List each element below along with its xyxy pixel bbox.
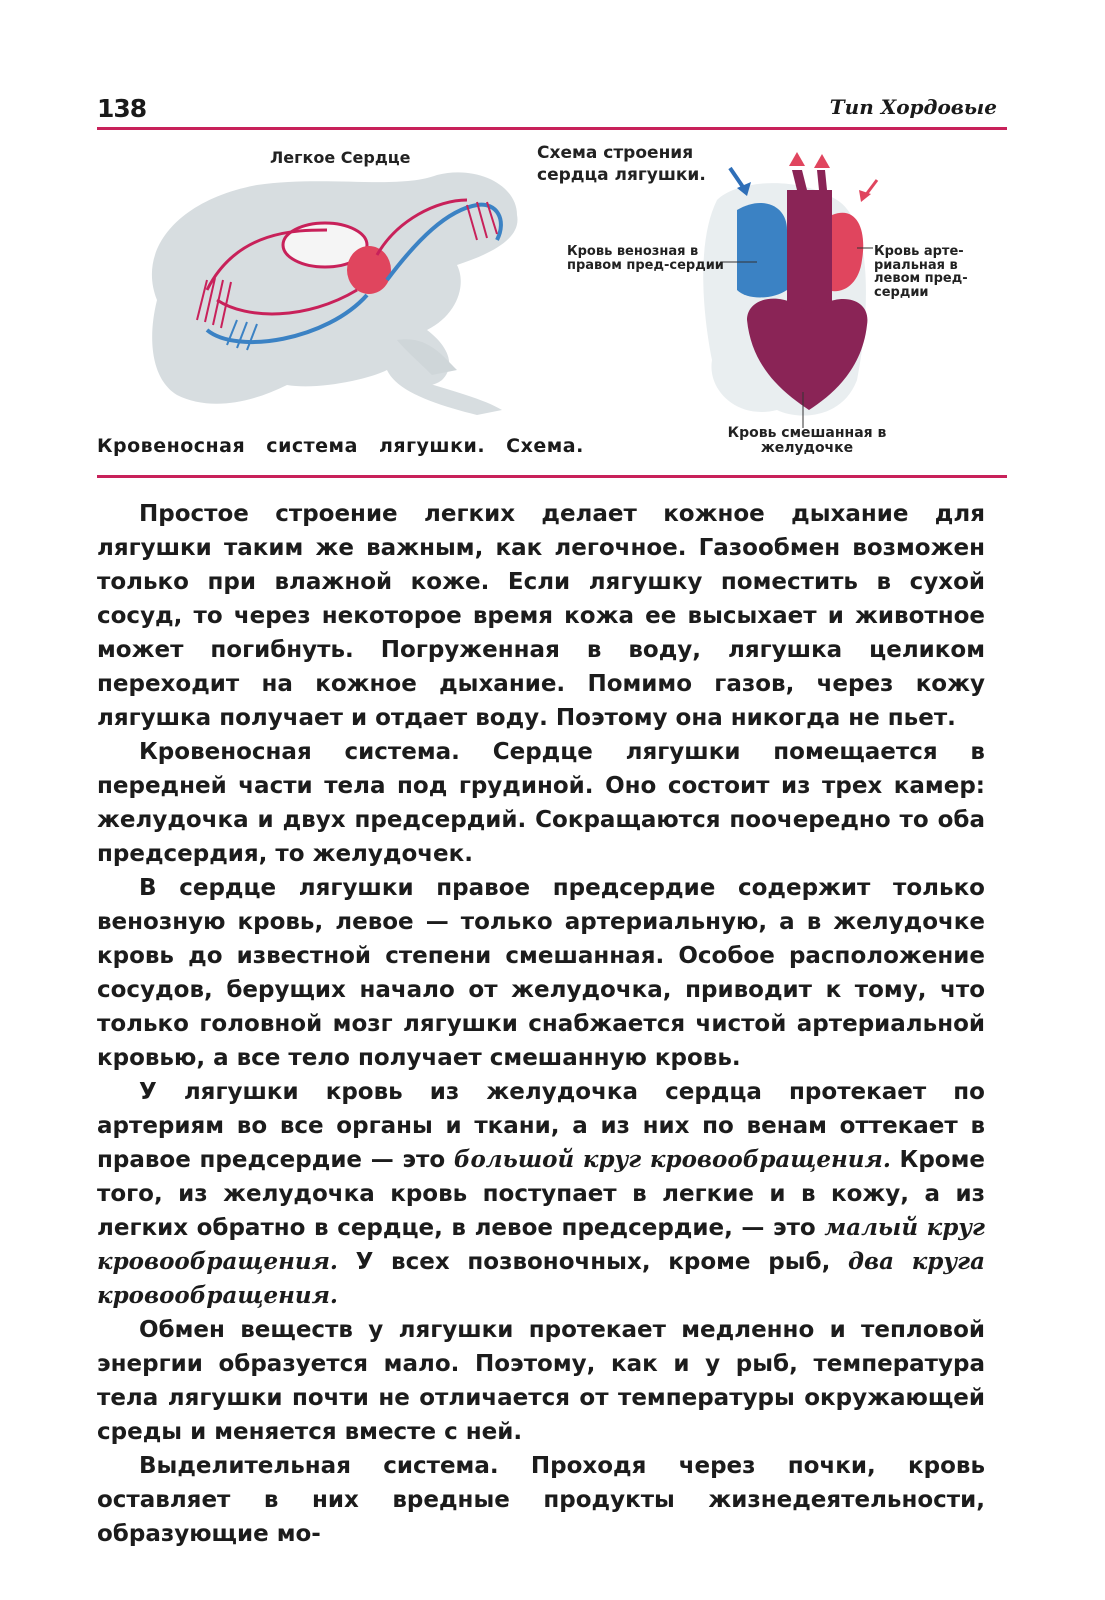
venous-blood-label: Кровь венозная в правом пред-сердии: [567, 244, 724, 273]
term-systemic-circulation: большой круг кровообращения.: [453, 1146, 891, 1173]
heart-title-line1: Схема строения: [537, 143, 694, 163]
running-title: Тип Хордовые: [829, 95, 997, 119]
frog-organ-labels: Легкое Сердце: [270, 148, 411, 167]
paragraph-3: В сердце лягушки правое предсердие содержит только венозную кровь, левое — только артериальную, а в желудочке кровь до известной степени смешанная. Особое расположение сосудов, берущих начало от желудочка, приводит к тому, что только головной мозг лягушки снабжается чистой артериальной кровью, а все тело получает смешанную кровь.: [97, 875, 985, 1071]
paragraph-4-part-c: У всех позвоночных, кроме рыб,: [337, 1249, 849, 1275]
paragraph-6-text: Проходя через почки, кровь оставляет в них вредные продукты жизнедеятельности, образующие мо-: [97, 1453, 985, 1547]
heart-diagram: [703, 152, 877, 428]
paragraph-2: [97, 735, 985, 871]
mixed-blood-label: Кровь смешанная в желудочке: [727, 425, 887, 456]
paragraph-6: [97, 1449, 985, 1551]
paragraph-2-text: Сердце лягушки помещается в передней части тела под грудиной. Оно состоит из трех камер: желудочка и двух предсердий. Сокращаются поочередно то оба предсердия, то желудочек.: [97, 739, 985, 867]
bottom-rule: [97, 475, 1007, 478]
term-two-circulations: два круга кровообращения.: [97, 1248, 985, 1309]
arterial-blood-label: Кровь арте-риальная в левом пред-сердии: [874, 244, 968, 300]
paragraph-4-part-b: Кроме того, из желудочка кровь поступает в легкие и в кожу, а из легких обратно в сердце, в левое предсердие, — это: [97, 1147, 985, 1241]
section-heading-excretion: Выделительная система.: [139, 1453, 499, 1479]
paragraph-5: Обмен веществ у лягушки протекает медленно и тепловой энергии образуется мало. Поэтому, как и у рыб, температура тела лягушки почти не отличается от температуры окружающей среды и меняется вместе с ней.: [97, 1317, 985, 1445]
frog-figure-caption: Кровеносная система лягушки. Схема.: [97, 435, 584, 457]
term-pulmonary-circulation: малый круг кровообращения.: [97, 1214, 985, 1275]
paragraph-4-part-a: У лягушки кровь из желудочка сердца протекает по артериям во все органы и ткани, а из них по венам оттекает в правое предсердие — это: [97, 1079, 985, 1173]
figure-area: [97, 130, 1007, 473]
body-text: [97, 497, 985, 1551]
heart-diagram-title: [537, 142, 706, 186]
frog-diagram: [152, 172, 518, 415]
section-heading-circulation: Кровеносная система.: [139, 739, 460, 765]
page-number: 138: [97, 94, 147, 123]
heart-title-line2: сердца лягушки.: [537, 165, 706, 186]
paragraph-4: [97, 1075, 985, 1313]
paragraph-1: Простое строение легких делает кожное дыхание для лягушки таким же важным, как легочное. Газообмен возможен только при влажной коже. Если лягушку поместить в сухой сосуд, то через некоторое время кожа ее высыхает и животное может погибнуть. Погруженная в воду, лягушка целиком переходит на кожное дыхание. Помимо газов, через кожу лягушка получает и отдает воду. Поэтому она никогда не пьет.: [97, 501, 985, 731]
